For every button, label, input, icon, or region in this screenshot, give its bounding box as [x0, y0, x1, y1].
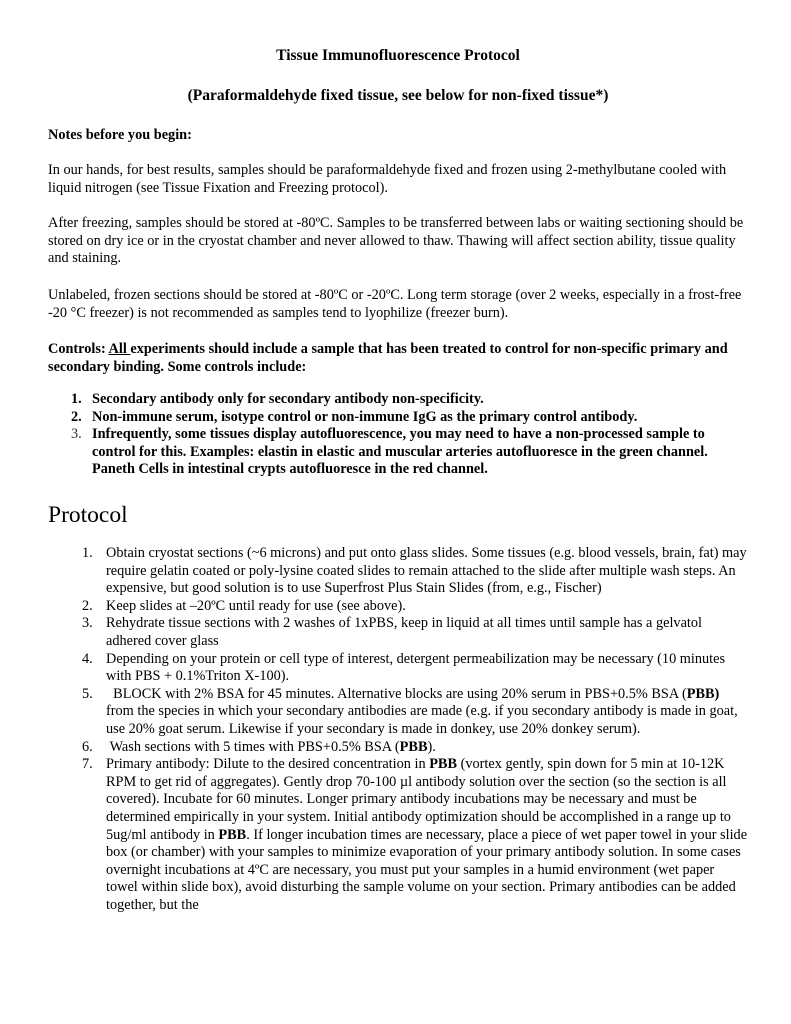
list-item-text: Secondary antibody only for secondary antibody non-specificity. [92, 391, 484, 407]
list-number: 4. [82, 650, 93, 667]
step-text: Primary antibody: Dilute to the desired concentration in [106, 756, 430, 773]
list-item [48, 686, 748, 739]
list-item [48, 756, 748, 914]
list-item-text: Non-immune serum, isotype control or non-immune IgG as the primary control antibody. [92, 408, 638, 425]
notes-heading: Notes before you begin: [48, 127, 192, 143]
list-number: 3. [71, 426, 82, 443]
list-item [48, 391, 748, 409]
step-text: from the species in which your secondary antibodies are made (e.g. if you secondary antibody is made in goat, use 20% goat serum. Likewise if your secondary is made in donkey, use 20% donkey serum). [106, 703, 738, 737]
list-number: 2. [71, 408, 82, 425]
step-bold: PBB) [686, 685, 720, 702]
controls-list [48, 391, 748, 479]
step-text: (vortex gently, spin down for 5 min at 10-12K RPM to get rid of aggregates). Gently drop 70-100 µl antibody solution over the section (so the section is all covered). Incubate for 60 minutes. Longer primary antibody incubations may be necessary and must be determined empirically in your system. Initial antibody optimization should be accomplished in a range up to 5ug/ml antibody in [106, 756, 731, 843]
controls-paragraph [48, 341, 748, 376]
list-item [48, 426, 748, 479]
list-number: 7. [82, 756, 93, 773]
note-paragraph: Unlabeled, frozen sections should be stored at -80ºC or -20ºC. Long term storage (over 2 weeks, especially in a frost-free -20 °C freezer) is not recommended as samples tend to lyophilize (freezer burn). [48, 287, 742, 321]
list-item [48, 651, 748, 686]
list-item [48, 409, 748, 427]
document-title: Tissue Immunofluorescence Protocol [276, 47, 520, 64]
protocol-steps [48, 545, 748, 914]
step-bold: PBB [429, 756, 458, 773]
controls-underlined: All [108, 341, 131, 357]
step-text: Keep slides at –20ºC until ready for use (see above). [106, 597, 406, 614]
list-number: 2. [82, 597, 93, 614]
step-bold: PBB [399, 738, 428, 755]
list-item [48, 615, 748, 650]
step-text: BLOCK with 2% BSA for 45 minutes. Alternative blocks are using 20% serum in PBS+0.5% BSA ( [106, 685, 687, 702]
list-number: 5. [82, 685, 93, 702]
list-item [48, 545, 748, 598]
step-text: . If longer incubation times are necessary, place a piece of wet paper towel in your slide box (or chamber) with your samples to minimize evaporation of your primary antibody solution. In some cases overnight incubations at 4ºC are necessary, you must put your samples in a humid environment (wet paper towel within slide box), avoid disturbing the sample volume on your section. Primary antibodies can be added together, but the [106, 826, 748, 913]
step-bold: PBB [218, 826, 247, 843]
list-item-text: Infrequently, some tissues display autofluorescence, you may need to have a non-processed sample to control for this. Examples: elastin in elastic and muscular arteries autofluoresce in the green channel. Paneth Cells in intestinal crypts autofluoresce in the red channel. [92, 426, 708, 478]
step-text: Wash sections with 5 times with PBS+0.5% BSA ( [106, 738, 400, 755]
controls-lead: Controls: [48, 341, 109, 357]
list-number: 1. [82, 545, 93, 561]
list-number: 3. [82, 615, 93, 632]
protocol-heading: Protocol [48, 502, 128, 528]
step-text: ). [427, 738, 436, 755]
list-number: 6. [82, 738, 93, 755]
note-paragraph: In our hands, for best results, samples should be paraformaldehyde fixed and frozen using 2-methylbutane cooled with liquid nitrogen (see Tissue Fixation and Freezing protocol). [48, 162, 727, 196]
note-paragraph: After freezing, samples should be stored at -80ºC. Samples to be transferred between labs or waiting sectioning should be stored on dry ice or in the cryostat chamber and never allowed to thaw. Thawing will affect section ability, tissue quality and staining. [48, 215, 744, 267]
document-subtitle: (Paraformaldehyde fixed tissue, see below for non-fixed tissue*) [187, 87, 609, 104]
list-number: 1. [71, 391, 82, 407]
list-item [48, 598, 748, 616]
step-text: Obtain cryostat sections (~6 microns) and put onto glass slides. Some tissues (e.g. blood vessels, brain, fat) may require gelatin coated or poly-lysine coated slides to remain attached to the slide after multiple wash steps. An expensive, but good solution is to use Superfrost Plus Stain Slides (from, e.g., Fischer) [106, 545, 747, 597]
list-item [48, 739, 748, 757]
step-text: Rehydrate tissue sections with 2 washes of 1xPBS, keep in liquid at all times until sample has a gelvatol adhered cover glass [106, 615, 703, 649]
step-text: Depending on your protein or cell type of interest, detergent permeabilization may be necessary (10 minutes with PBS + 0.1%Triton X-100). [106, 650, 726, 685]
controls-text: experiments should include a sample that has been treated to control for non-specific primary and secondary binding. Some controls include: [48, 341, 728, 375]
